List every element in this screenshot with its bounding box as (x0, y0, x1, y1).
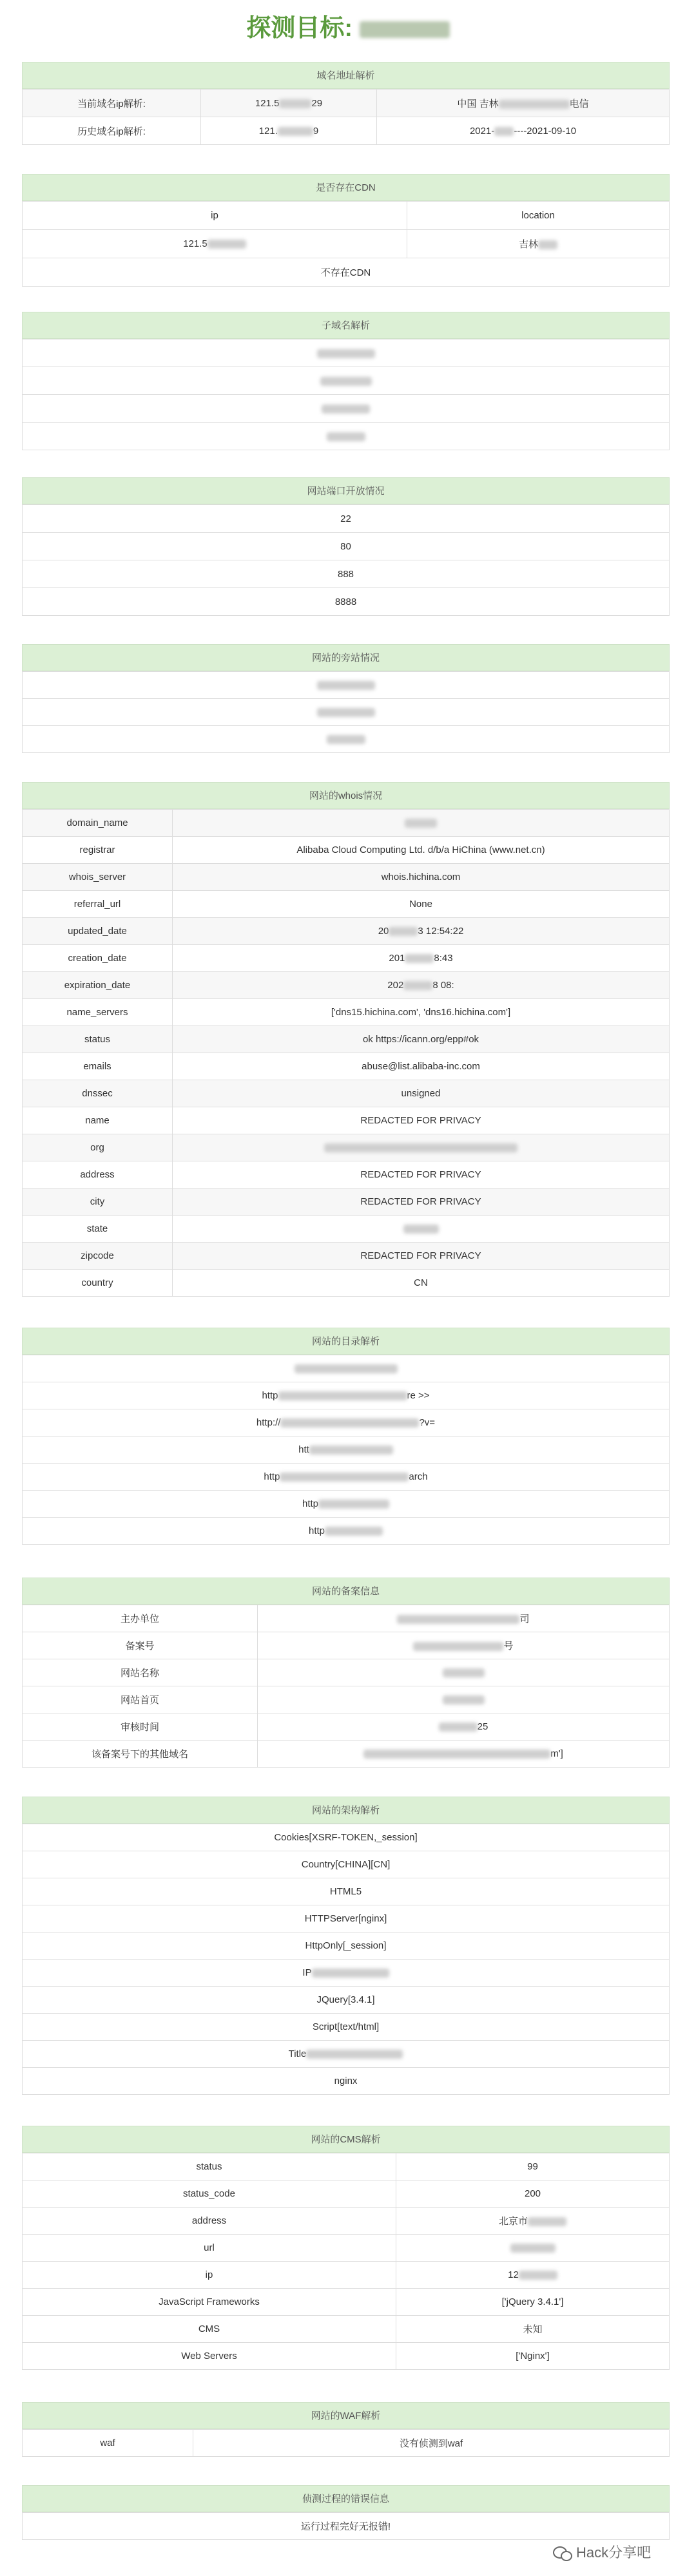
cdn-result: 不存在CDN (23, 258, 670, 287)
port-value: 888 (23, 560, 670, 588)
icp-key: 备案号 (23, 1632, 258, 1659)
section-title: 网站的WAF解析 (22, 2402, 670, 2429)
whois-value (173, 1216, 670, 1243)
section-side-sites (22, 644, 670, 753)
list-item (23, 367, 670, 395)
table-row (23, 1741, 670, 1768)
table-row (23, 1243, 670, 1270)
table-row (23, 2343, 670, 2370)
history-ip-value: 121. 9 (201, 117, 377, 145)
wechat-icon (553, 2545, 571, 2561)
table-row (23, 117, 670, 145)
whois-key: org (23, 1134, 173, 1161)
domain-ip-table (22, 89, 670, 145)
list-item (23, 1382, 670, 1409)
list-item (23, 1436, 670, 1464)
section-whois (22, 782, 670, 1297)
cms-key: JavaScript Frameworks (23, 2289, 396, 2316)
table-row (23, 945, 670, 972)
page-title (0, 9, 696, 48)
table-row (23, 2153, 670, 2180)
architecture-value: Country[CHINA][CN] (23, 1851, 670, 1878)
whois-value: REDACTED FOR PRIVACY (173, 1188, 670, 1216)
list-item (23, 423, 670, 450)
redacted-target (360, 21, 450, 38)
cms-value: 99 (396, 2153, 670, 2180)
cms-value: 未知 (396, 2316, 670, 2343)
architecture-value: IP (23, 1960, 670, 1987)
section-title: 网站的旁站情况 (22, 644, 670, 671)
section-title: 网站的架构解析 (22, 1797, 670, 1824)
history-ip-label: 历史域名ip解析: (23, 117, 201, 145)
icp-table (22, 1605, 670, 1768)
table-header-row (23, 202, 670, 230)
icp-key: 网站首页 (23, 1686, 258, 1713)
list-item (23, 1824, 670, 1851)
list-item (23, 1491, 670, 1518)
section-title: 网站的目录解析 (22, 1328, 670, 1355)
cms-value: 北京市 (396, 2208, 670, 2235)
whois-value: 202 8 08: (173, 972, 670, 999)
list-item (23, 2014, 670, 2041)
architecture-value: JQuery[3.4.1] (23, 1987, 670, 2014)
whois-value: ok https://icann.org/epp#ok (173, 1026, 670, 1053)
waf-table (22, 2429, 670, 2457)
list-item (23, 1878, 670, 1905)
table-row (23, 918, 670, 945)
list-item (23, 1987, 670, 2014)
icp-key: 该备案号下的其他域名 (23, 1741, 258, 1768)
icp-key: 主办单位 (23, 1605, 258, 1632)
page-title-text: 探测目标: (246, 15, 353, 42)
cdn-location: 吉林 (407, 230, 670, 258)
directory-table (22, 1355, 670, 1545)
whois-value: REDACTED FOR PRIVACY (173, 1107, 670, 1134)
table-row (23, 2289, 670, 2316)
errors-table (22, 2512, 670, 2540)
whois-key: dnssec (23, 1080, 173, 1107)
cms-table (22, 2153, 670, 2370)
list-item (23, 533, 670, 560)
whois-key: referral_url (23, 891, 173, 918)
table-row (23, 1053, 670, 1080)
whois-key: registrar (23, 837, 173, 864)
list-item (23, 1932, 670, 1960)
whois-key: whois_server (23, 864, 173, 891)
architecture-value: HTTPServer[nginx] (23, 1905, 670, 1932)
list-item (23, 699, 670, 726)
list-item (23, 505, 670, 533)
section-waf (22, 2402, 670, 2457)
table-row (23, 999, 670, 1026)
list-item (23, 1905, 670, 1932)
column-header: ip (23, 202, 407, 230)
directory-url (23, 1355, 670, 1382)
table-row (23, 1686, 670, 1713)
cms-key: url (23, 2235, 396, 2262)
section-cdn (22, 174, 670, 287)
cms-key: status (23, 2153, 396, 2180)
cms-value (396, 2235, 670, 2262)
cms-value: ['Nginx'] (396, 2343, 670, 2370)
table-row (23, 891, 670, 918)
table-row (23, 1026, 670, 1053)
architecture-value: nginx (23, 2068, 670, 2095)
section-domain-ip (22, 62, 670, 145)
list-item (23, 1518, 670, 1545)
section-ports (22, 477, 670, 616)
whois-value: CN (173, 1270, 670, 1297)
table-row (23, 810, 670, 837)
whois-value: REDACTED FOR PRIVACY (173, 1243, 670, 1270)
cdn-ip: 121.5 (23, 230, 407, 258)
waf-value: 没有侦测到waf (193, 2430, 670, 2457)
whois-value: Alibaba Cloud Computing Ltd. d/b/a HiChina (www.net.cn) (173, 837, 670, 864)
subdomain-table (22, 339, 670, 450)
list-item (23, 1851, 670, 1878)
directory-url: http re >> (23, 1382, 670, 1409)
cms-key: CMS (23, 2316, 396, 2343)
section-title: 子域名解析 (22, 312, 670, 339)
list-item (23, 2068, 670, 2095)
architecture-value: Script[text/html] (23, 2014, 670, 2041)
whois-value (173, 1134, 670, 1161)
table-row (23, 2513, 670, 2540)
icp-key: 网站名称 (23, 1659, 258, 1686)
list-item (23, 1409, 670, 1436)
whois-key: domain_name (23, 810, 173, 837)
table-row (23, 1270, 670, 1297)
table-row (23, 2208, 670, 2235)
whois-value: abuse@list.alibaba-inc.com (173, 1053, 670, 1080)
table-row (23, 1605, 670, 1632)
icp-value: m'] (258, 1741, 670, 1768)
whois-table (22, 809, 670, 1297)
section-title: 网站的whois情况 (22, 782, 670, 809)
section-subdomains (22, 312, 670, 450)
table-row (23, 1216, 670, 1243)
list-item (23, 560, 670, 588)
table-row (23, 90, 670, 117)
port-value: 8888 (23, 588, 670, 616)
whois-value: REDACTED FOR PRIVACY (173, 1161, 670, 1188)
section-directories (22, 1328, 670, 1545)
section-title: 网站的CMS解析 (22, 2126, 670, 2153)
section-title: 是否存在CDN (22, 174, 670, 201)
list-item (23, 672, 670, 699)
section-title: 域名地址解析 (22, 62, 670, 89)
list-item (23, 588, 670, 616)
table-row (23, 2235, 670, 2262)
whois-key: address (23, 1161, 173, 1188)
whois-value: 20 3 12:54:22 (173, 918, 670, 945)
table-row (23, 1134, 670, 1161)
section-cms (22, 2126, 670, 2370)
cdn-table (22, 201, 670, 287)
port-value: 80 (23, 533, 670, 560)
column-header: location (407, 202, 670, 230)
whois-key: state (23, 1216, 173, 1243)
whois-key: name_servers (23, 999, 173, 1026)
cms-key: ip (23, 2262, 396, 2289)
table-row (23, 1161, 670, 1188)
whois-key: country (23, 1270, 173, 1297)
port-value: 22 (23, 505, 670, 533)
directory-url: http (23, 1491, 670, 1518)
whois-key: city (23, 1188, 173, 1216)
section-errors (22, 2485, 670, 2540)
whois-value: unsigned (173, 1080, 670, 1107)
icp-value (258, 1659, 670, 1686)
section-title: 网站端口开放情况 (22, 477, 670, 504)
whois-key: expiration_date (23, 972, 173, 999)
section-title: 网站的备案信息 (22, 1578, 670, 1605)
icp-value: 号 (258, 1632, 670, 1659)
cms-key: address (23, 2208, 396, 2235)
current-ip-label: 当前域名ip解析: (23, 90, 201, 117)
icp-value (258, 1686, 670, 1713)
side-sites-table (22, 671, 670, 753)
table-row (23, 1632, 670, 1659)
whois-key: name (23, 1107, 173, 1134)
list-item (23, 339, 670, 367)
whois-value: ['dns15.hichina.com', 'dns16.hichina.com'] (173, 999, 670, 1026)
history-ip-date: 2021- ----2021-09-10 (377, 117, 670, 145)
cms-value: ['jQuery 3.4.1'] (396, 2289, 670, 2316)
architecture-value: Cookies[XSRF-TOKEN,_session] (23, 1824, 670, 1851)
directory-url: http (23, 1518, 670, 1545)
table-row (23, 230, 670, 258)
cms-key: status_code (23, 2180, 396, 2208)
directory-url: http arch (23, 1464, 670, 1491)
directory-url: htt (23, 1436, 670, 1464)
list-item (23, 1464, 670, 1491)
table-row (23, 1188, 670, 1216)
architecture-table (22, 1824, 670, 2095)
whois-key: zipcode (23, 1243, 173, 1270)
whois-value: 201 8:43 (173, 945, 670, 972)
table-row (23, 1107, 670, 1134)
cms-value: 12 (396, 2262, 670, 2289)
architecture-value: Title (23, 2041, 670, 2068)
waf-key: waf (23, 2430, 193, 2457)
table-row (23, 837, 670, 864)
icp-value: 25 (258, 1713, 670, 1741)
section-architecture (22, 1797, 670, 2095)
directory-url: http:// ?v= (23, 1409, 670, 1436)
cms-key: Web Servers (23, 2343, 396, 2370)
list-item (23, 1355, 670, 1382)
section-title: 侦测过程的错误信息 (22, 2485, 670, 2512)
list-item (23, 1960, 670, 1987)
architecture-value: HttpOnly[_session] (23, 1932, 670, 1960)
error-message: 运行过程完好无报错! (23, 2513, 670, 2540)
icp-value: 司 (258, 1605, 670, 1632)
section-icp (22, 1578, 670, 1768)
whois-value (173, 810, 670, 837)
list-item (23, 395, 670, 423)
table-row (23, 1080, 670, 1107)
whois-key: emails (23, 1053, 173, 1080)
table-row (23, 864, 670, 891)
current-ip-value: 121.5 29 (201, 90, 377, 117)
watermark-text: Hack分享吧 (576, 2544, 652, 2561)
whois-key: creation_date (23, 945, 173, 972)
table-row (23, 2430, 670, 2457)
watermark (553, 2542, 651, 2564)
table-row (23, 2180, 670, 2208)
table-row (23, 1713, 670, 1741)
icp-key: 审核时间 (23, 1713, 258, 1741)
ports-table (22, 504, 670, 616)
table-row (23, 1659, 670, 1686)
table-row (23, 2316, 670, 2343)
whois-value: whois.hichina.com (173, 864, 670, 891)
table-row (23, 2262, 670, 2289)
table-row (23, 972, 670, 999)
whois-key: status (23, 1026, 173, 1053)
architecture-value: HTML5 (23, 1878, 670, 1905)
table-row (23, 258, 670, 287)
whois-value: None (173, 891, 670, 918)
list-item (23, 2041, 670, 2068)
cms-value: 200 (396, 2180, 670, 2208)
whois-key: updated_date (23, 918, 173, 945)
list-item (23, 726, 670, 753)
current-ip-location: 中国 吉林 电信 (377, 90, 670, 117)
